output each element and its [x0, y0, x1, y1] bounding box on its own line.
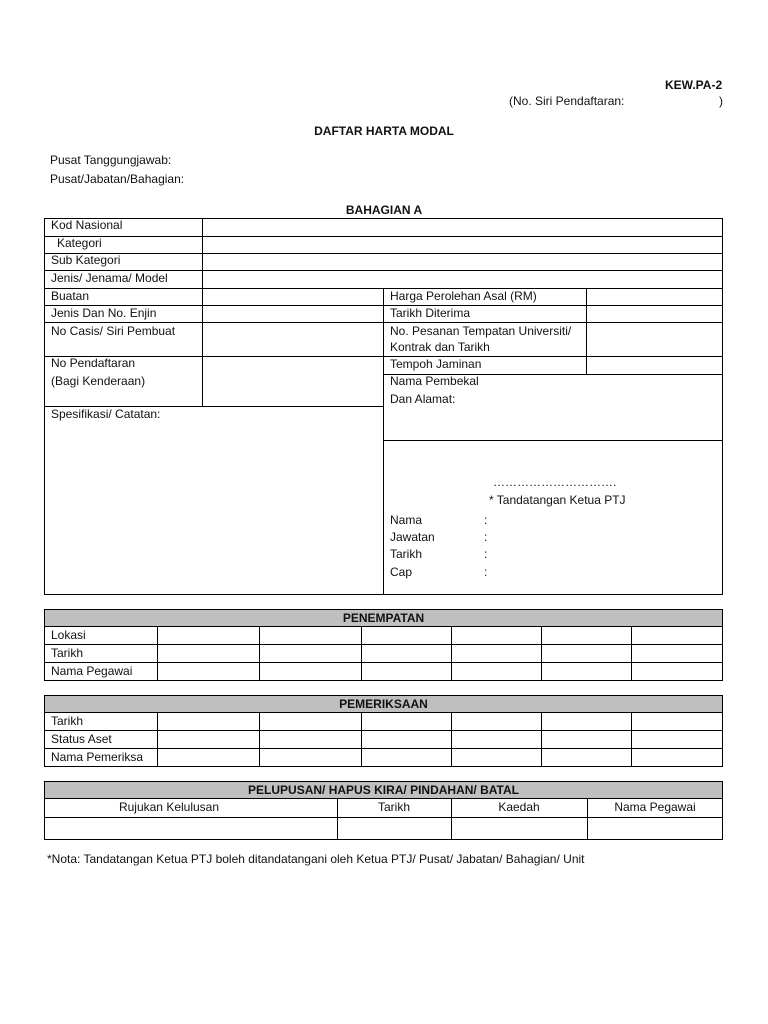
no-pesanan-label: No. Pesanan Tempatan Universiti/: [390, 324, 572, 338]
penempatan-row-lokasi: Lokasi: [51, 628, 86, 642]
buatan-label: Buatan: [51, 289, 90, 303]
no-casis-label: No Casis/ Siri Pembuat: [51, 324, 176, 338]
cap-label: Cap: [390, 565, 413, 579]
pusat-jabatan-bahagian-label: Pusat/Jabatan/Bahagian:: [50, 172, 185, 186]
pemeriksaan-header: PEMERIKSAAN: [44, 695, 723, 713]
serial-number-label: (No. Siri Pendaftaran:: [509, 94, 625, 108]
penempatan-row-tarikh: Tarikh: [51, 646, 84, 660]
tarikh-colon: :: [484, 547, 488, 561]
no-pesanan-label-2: Kontrak dan Tarikh: [390, 340, 490, 354]
tarikh-diterima-label: Tarikh Diterima: [390, 306, 471, 320]
page-title: DAFTAR HARTA MODAL: [314, 124, 454, 138]
jenis-jenama-model-label: Jenis/ Jenama/ Model: [51, 271, 168, 285]
pusat-tanggungjawab-label: Pusat Tanggungjawab:: [50, 153, 172, 167]
nama-pembekal-label: Nama Pembekal: [390, 374, 479, 388]
jawatan-label: Jawatan: [390, 530, 435, 544]
signature-line: ………………………….: [493, 475, 617, 489]
signature-label: * Tandatangan Ketua PTJ: [489, 493, 626, 507]
bahagian-a-title: BAHAGIAN A: [345, 203, 423, 217]
kod-nasional-label: Kod Nasional: [51, 218, 123, 232]
jenis-no-enjin-label: Jenis Dan No. Enjin: [51, 306, 157, 320]
serial-number-close: ): [719, 94, 723, 108]
tarikh-label: Tarikh: [390, 547, 423, 561]
no-pendaftaran-note: (Bagi Kenderaan): [51, 374, 146, 388]
form-code: KEW.PA-2: [665, 78, 723, 92]
alamat-label: Dan Alamat:: [390, 392, 456, 406]
kategori-label: Kategori: [57, 236, 102, 250]
pelupusan-col-kaedah: Kaedah: [498, 800, 540, 814]
pelupusan-col-nama-pegawai: Nama Pegawai: [614, 800, 696, 814]
no-pendaftaran-label: No Pendaftaran: [51, 356, 136, 370]
footer-note: *Nota: Tandatangan Ketua PTJ boleh ditandatangani oleh Ketua PTJ/ Pusat/ Jabatan/ Bahagian/ Unit: [47, 852, 585, 866]
sub-kategori-label: Sub Kategori: [51, 253, 121, 267]
jawatan-colon: :: [484, 530, 488, 544]
pemeriksaan-row-tarikh: Tarikh: [51, 714, 84, 728]
harga-perolehan-label: Harga Perolehan Asal (RM): [390, 289, 537, 303]
tempoh-jaminan-label: Tempoh Jaminan: [390, 357, 482, 371]
spesifikasi-label: Spesifikasi/ Catatan:: [51, 407, 161, 421]
penempatan-row-nama-pegawai: Nama Pegawai: [51, 664, 133, 678]
penempatan-header: PENEMPATAN: [44, 609, 723, 627]
cap-colon: :: [484, 565, 488, 579]
nama-colon: :: [484, 513, 488, 527]
pelupusan-col-tarikh: Tarikh: [377, 800, 410, 814]
pelupusan-col-rujukan: Rujukan Kelulusan: [118, 800, 220, 814]
pemeriksaan-row-status-aset: Status Aset: [51, 732, 112, 746]
pelupusan-header: PELUPUSAN/ HAPUS KIRA/ PINDAHAN/ BATAL: [44, 781, 723, 799]
pemeriksaan-row-nama-pemeriksa: Nama Pemeriksa: [51, 750, 144, 764]
nama-label: Nama: [390, 513, 423, 527]
